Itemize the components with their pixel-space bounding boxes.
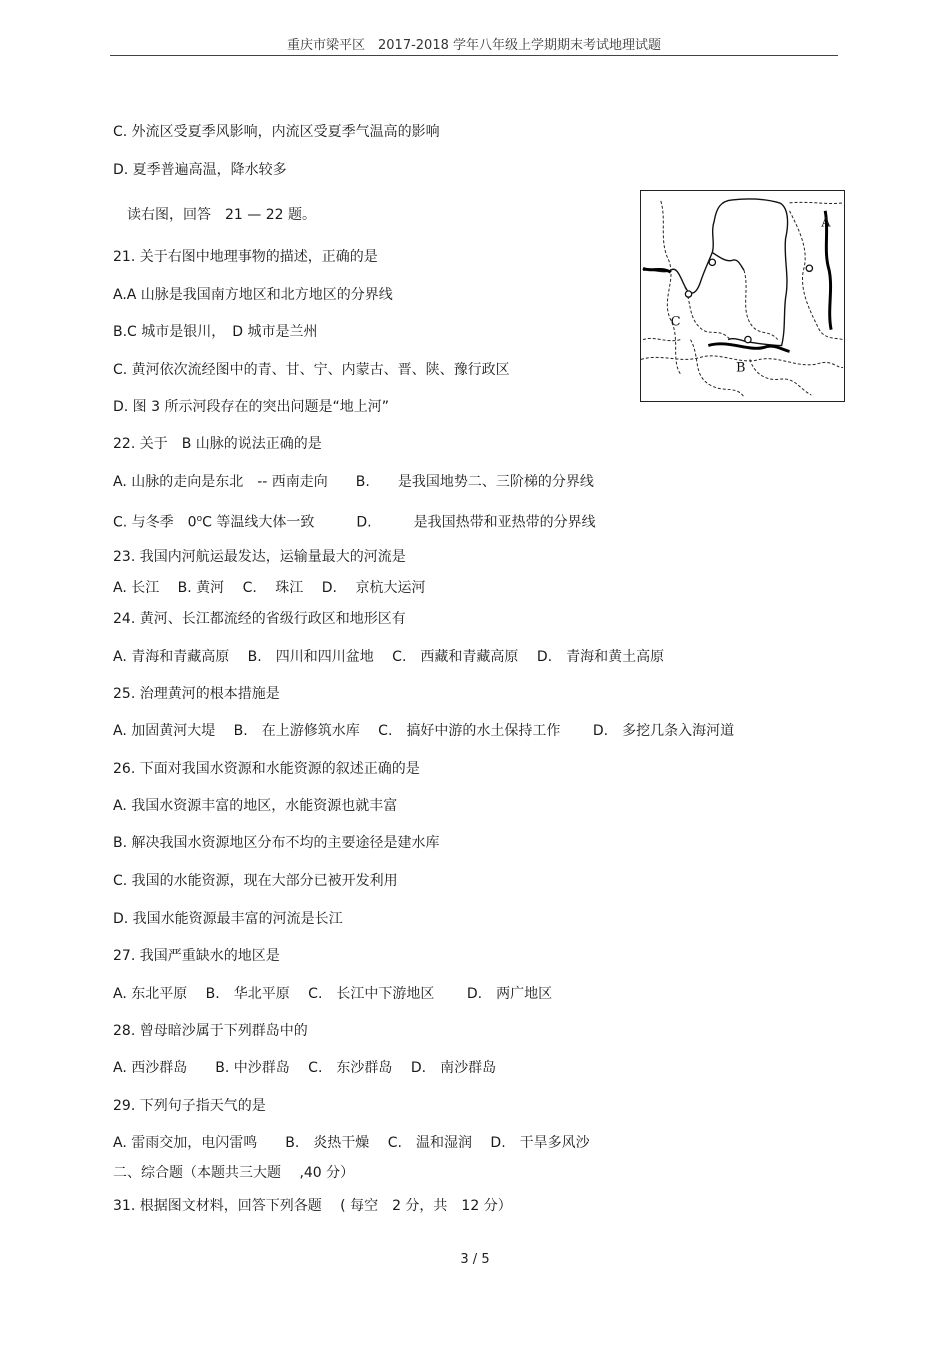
city-marker-d: [709, 259, 715, 265]
question-22: 22. 关于 B 山脉的说法正确的是: [113, 436, 322, 452]
options-23: A. 长江 B. 黄河 C. 珠江 D. 京杭大运河: [113, 580, 426, 596]
options-28: A. 西沙群岛 B. 中沙群岛 C. 东沙群岛 D. 南沙群岛: [113, 1060, 497, 1076]
question-28: 28. 曾母暗沙属于下列群岛中的: [113, 1023, 308, 1039]
option-20c: C. 外流区受夏季风影响，内流区受夏季气温高的影响: [113, 124, 440, 140]
question-29: 29. 下列句子指天气的是: [113, 1098, 266, 1114]
options-22cd: [113, 509, 596, 533]
map-figure: [641, 191, 844, 401]
city-marker-c: [685, 291, 691, 297]
options-22ab: A. 山脉的走向是东北 -- 西南走向 B. 是我国地势二、三阶梯的分界线: [113, 474, 594, 490]
city-marker: [806, 265, 812, 271]
option-26d: D. 我国水能资源最丰富的河流是长江: [113, 911, 343, 927]
map-label-a: A: [821, 215, 831, 231]
option-21a: A.A 山脉是我国南方地区和北方地区的分界线: [113, 287, 393, 303]
option-22c-post: C 等温线大体一致 D. 是我国热带和亚热带的分界线: [202, 514, 596, 531]
river-branch: [712, 252, 744, 270]
option-21b: B.C 城市是银川， D 城市是兰州: [113, 324, 318, 340]
province-boundary: [790, 202, 843, 203]
map-label-c: C: [670, 314, 681, 330]
question-25: 25. 治理黄河的根本措施是: [113, 686, 280, 702]
section-two-heading: 二、综合题（本题共三大题 ,40 分）: [113, 1165, 355, 1181]
mountain-range-west: [643, 268, 671, 272]
map-label-b: B: [736, 360, 746, 376]
options-27: A. 东北平原 B. 华北平原 C. 长江中下游地区 D. 两广地区: [113, 986, 553, 1002]
reading-instruction: 读右图，回答 21 — 22 题。: [113, 207, 316, 223]
province-boundary: [744, 270, 778, 339]
option-21c: C. 黄河依次流经图中的青、甘、宁、内蒙古、晋、陕、豫行政区: [113, 362, 510, 378]
province-boundary: [661, 201, 681, 374]
page-number: 3 / 5: [460, 1252, 490, 1267]
option-21d: D. 图 3 所示河段存在的突出问题是“地上河”: [113, 399, 389, 415]
question-31: 31. 根据图文材料，回答下列各题 ( 每空 2 分，共 12 分）: [113, 1198, 512, 1214]
question-27: 27. 我国严重缺水的地区是: [113, 948, 280, 964]
options-25: A. 加固黄河大堤 B. 在上游修筑水库 C. 搞好中游的水土保持工作 D. 多挖几条入海河道: [113, 723, 735, 739]
river-path: [643, 199, 788, 346]
question-24: 24. 黄河、长江都流经的省级行政区和地形区有: [113, 611, 406, 627]
question-26: 26. 下面对我国水资源和水能资源的叙述正确的是: [113, 761, 420, 777]
header-rule: [110, 55, 838, 56]
question-23: 23. 我国内河航运最发达，运输量最大的河流是: [113, 549, 406, 565]
question-21: 21. 关于右图中地理事物的描述，正确的是: [113, 249, 378, 265]
city-marker: [745, 336, 751, 342]
option-26b: B. 解决我国水资源地区分布不均的主要途径是建水库: [113, 835, 440, 851]
province-boundary: [790, 211, 843, 340]
options-24: A. 青海和青藏高原 B. 四川和四川盆地 C. 西藏和青藏高原 D. 青海和黄土高原: [113, 649, 665, 665]
option-22c-pre: C. 与冬季 0: [113, 514, 197, 531]
options-29: A. 雷雨交加，电闪雷鸣 B. 炎热干燥 C. 温和湿润 D. 干旱多风沙: [113, 1135, 590, 1151]
option-26a: A. 我国水资源丰富的地区，水能资源也就丰富: [113, 798, 398, 814]
page-header: 重庆市梁平区 2017-2018 学年八年级上学期期末考试地理试题: [287, 38, 661, 53]
option-20d: D. 夏季普遍高温，降水较多: [113, 162, 287, 178]
province-boundary: [750, 359, 811, 395]
degree-sup: o: [196, 514, 203, 524]
option-26c: C. 我国的水能资源，现在大部分已被开发利用: [113, 873, 398, 889]
yellow-river-map: [640, 190, 845, 402]
